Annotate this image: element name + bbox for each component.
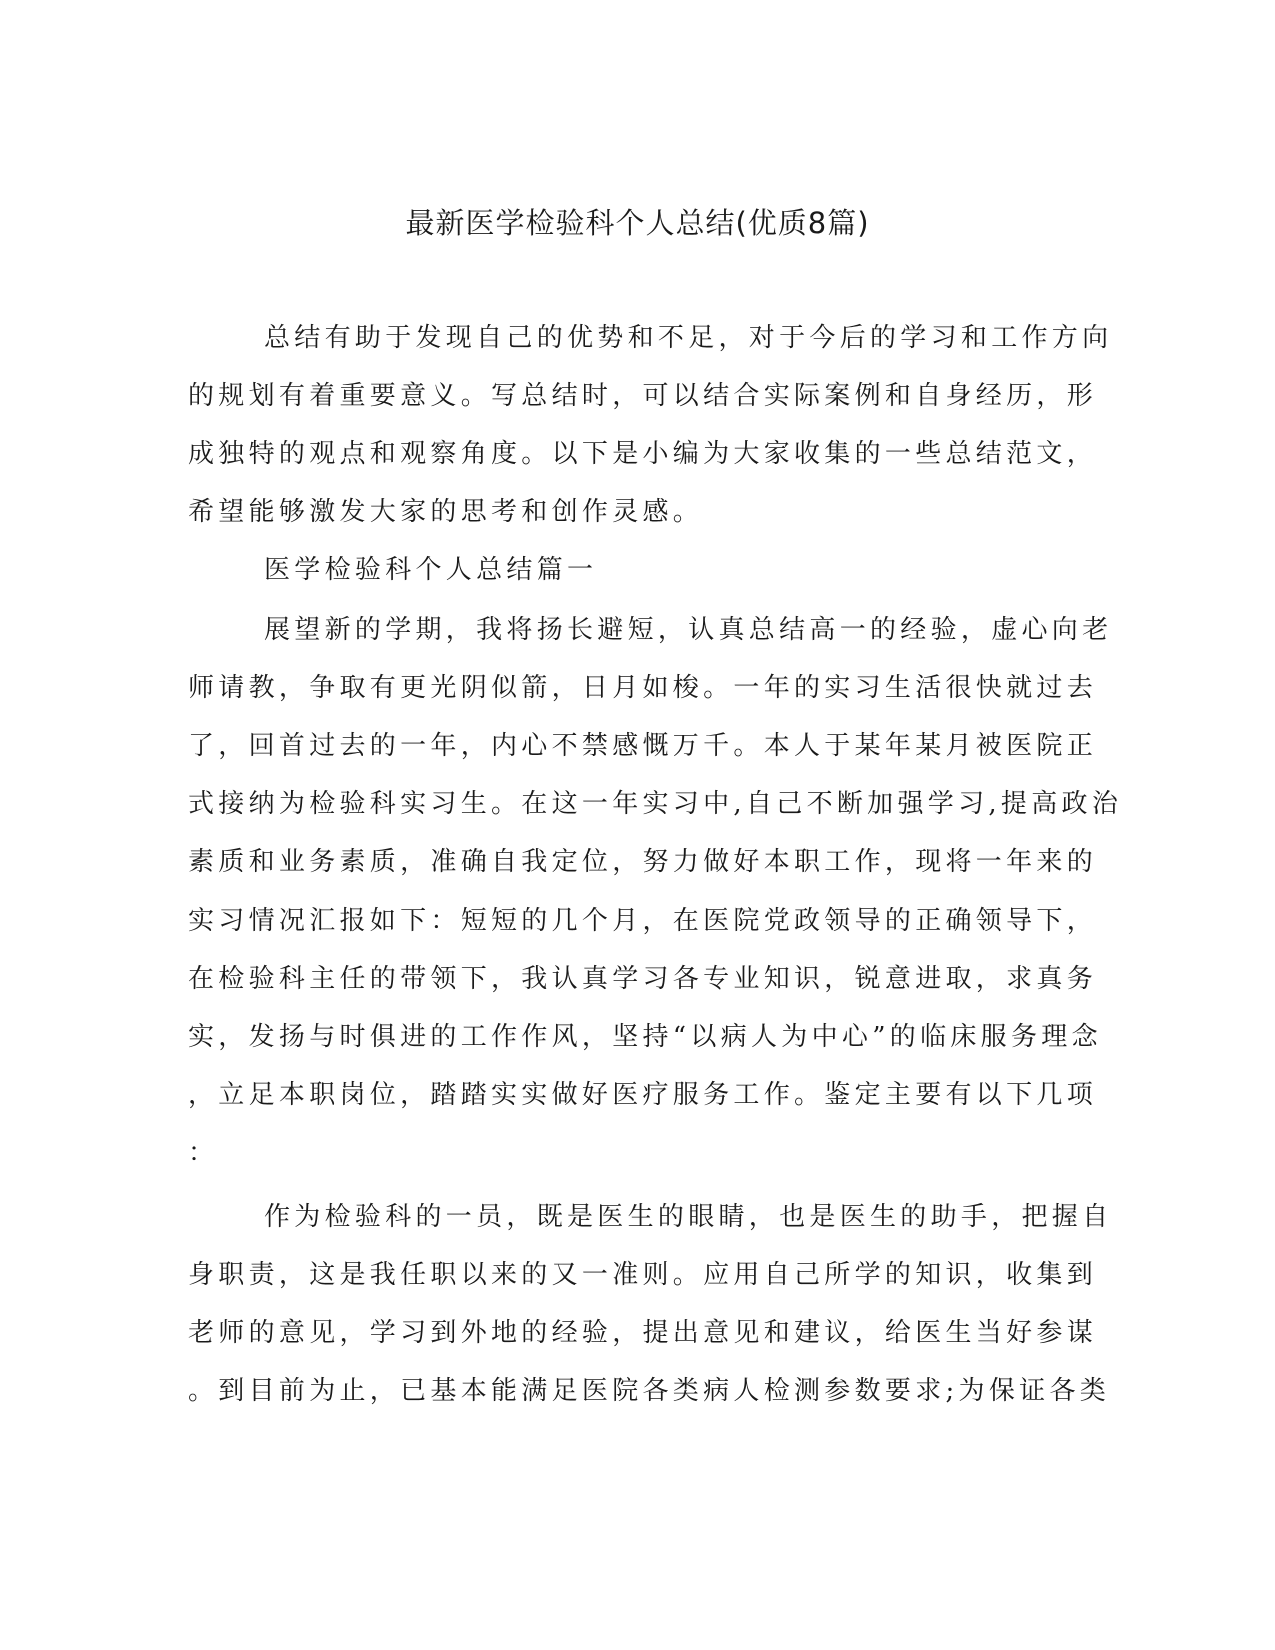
- section-heading: 医学检验科个人总结篇一: [264, 555, 598, 585]
- body-line-4: 式接纳为检验科实习生。在这一年实习中,自己不断加强学习,提高政治: [188, 789, 1123, 819]
- intro-line-2: 的规划有着重要意义。写总结时，可以结合实际案例和自身经历，形: [188, 381, 1098, 411]
- body-line-9: ，立足本职岗位，踏踏实实做好医疗服务工作。鉴定主要有以下几项: [188, 1080, 1098, 1110]
- body-line-3: 了，回首过去的一年，内心不禁感慨万千。本人于某年某月被医院正: [188, 731, 1098, 761]
- body-line-13: 老师的意见，学习到外地的经验，提出意见和建议，给医生当好参谋: [188, 1318, 1098, 1348]
- body-line-11: 作为检验科的一员，既是医生的眼睛，也是医生的助手，把握自: [264, 1202, 1113, 1232]
- body-line-8: 实，发扬与时俱进的工作作风，坚持“以病人为中心”的临床服务理念: [188, 1022, 1102, 1052]
- body-line-10: ：: [188, 1138, 219, 1168]
- body-line-1: 展望新的学期，我将扬长避短，认真总结高一的经验，虚心向老: [264, 615, 1113, 645]
- intro-line-4: 希望能够激发大家的思考和创作灵感。: [188, 497, 704, 527]
- body-line-6: 实习情况汇报如下：短短的几个月，在医院党政领导的正确领导下，: [188, 906, 1098, 936]
- body-line-5: 素质和业务素质，准确自我定位，努力做好本职工作，现将一年来的: [188, 847, 1098, 877]
- body-line-14: 。到目前为止，已基本能满足医院各类病人检测参数要求;为保证各类: [188, 1376, 1111, 1406]
- body-line-12: 身职责，这是我任职以来的又一准则。应用自己所学的知识，收集到: [188, 1260, 1098, 1290]
- intro-line-1: 总结有助于发现自己的优势和不足，对于今后的学习和工作方向: [264, 323, 1113, 353]
- body-line-7: 在检验科主任的带领下，我认真学习各专业知识，锐意进取，求真务: [188, 964, 1098, 994]
- body-line-2: 师请教，争取有更光阴似箭，日月如梭。一年的实习生活很快就过去: [188, 673, 1098, 703]
- document-title: 最新医学检验科个人总结(优质8篇): [405, 206, 870, 240]
- intro-line-3: 成独特的观点和观察角度。以下是小编为大家收集的一些总结范文，: [188, 439, 1098, 469]
